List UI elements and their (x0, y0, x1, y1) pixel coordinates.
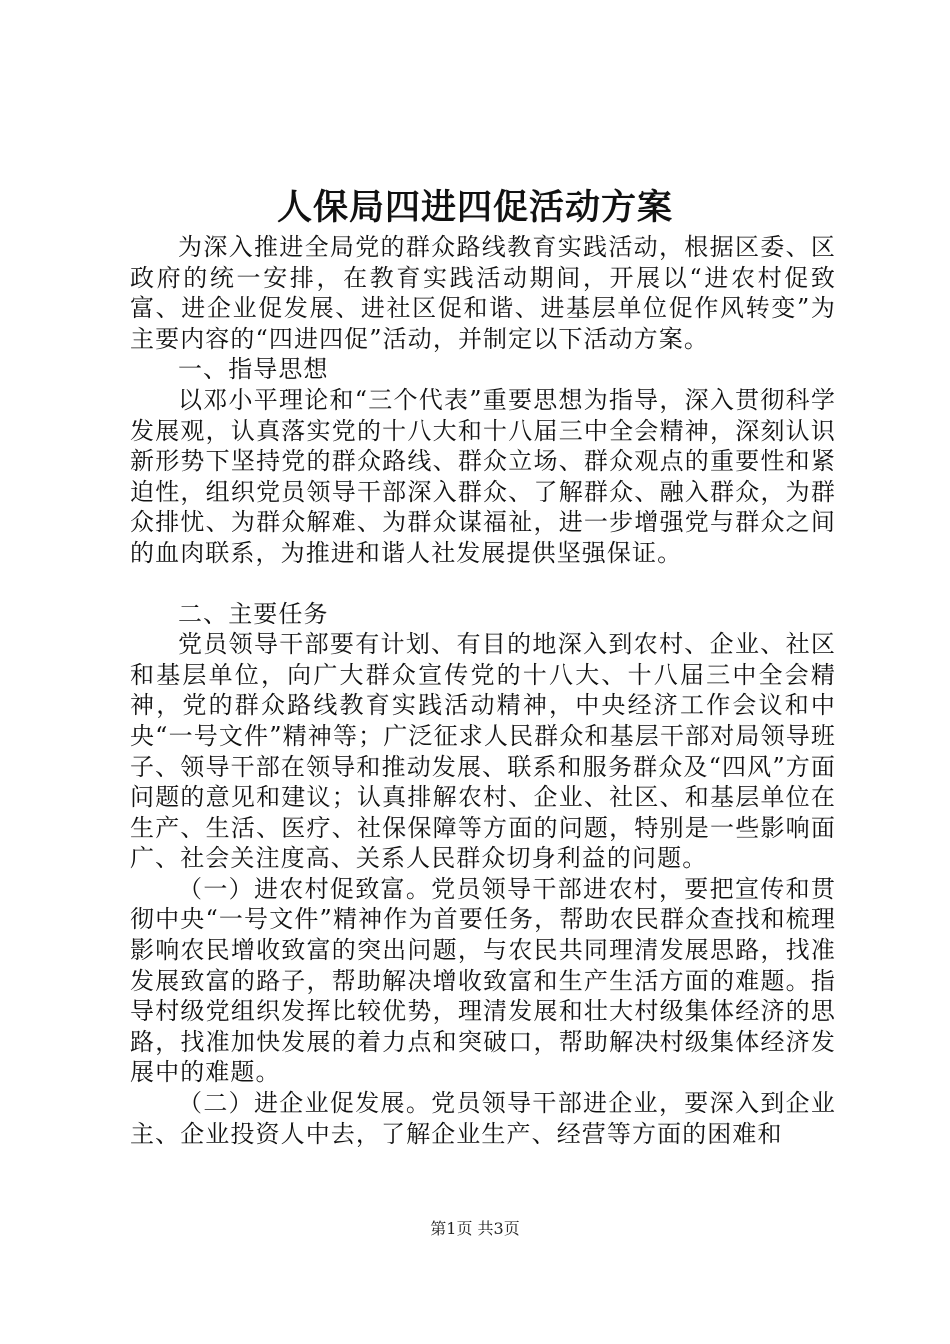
rural-task-paragraph: （一）进农村促致富。党员领导干部进农村，要把宣传和贯彻中央“一号文件”精神作为首要任务，帮助农民群众查找和梳理影响农民增收致富的突出问题，与农民共同理清发展思路，找准发展致富的路子，帮助解决增收致富和生产生活方面的难题。指导村级党组织发挥比较优势，理清发展和壮大村级集体经济的思路，找准加快发展的着力点和突破口，帮助解决村级集体经济发展中的难题。 (130, 874, 836, 1087)
guiding-thought-paragraph: 以邓小平理论和“三个代表”重要思想为指导，深入贯彻科学发展观，认真落实党的十八大和十八届三中全会精神，深刻认识新形势下坚持党的群众路线、群众立场、群众观点的重要性和紧迫性，组织党员领导干部深入群众、了解群众、融入群众，为群众排忧、为群众解难、为群众谋福祉，进一步增强党与群众之间的血肉联系，为推进和谐人社发展提供坚强保证。 (130, 385, 836, 567)
document-title: 人保局四进四促活动方案 (276, 187, 673, 228)
section-heading-guiding-thought: 一、指导思想 (178, 355, 329, 384)
enterprise-task-paragraph: （二）进企业促发展。党员领导干部进企业，要深入到企业主、企业投资人中去，了解企业生产、经营等方面的困难和 (130, 1089, 836, 1148)
intro-paragraph: 为深入推进全局党的群众路线教育实践活动，根据区委、区政府的统一安排，在教育实践活动期间，开展以“进农村促致富、进企业促发展、进社区促和谐、进基层单位促作风转变”为主要内容的“四进四促”活动，并制定以下活动方案。 (130, 233, 836, 353)
page-footer: 第1页 共3页 (430, 1219, 520, 1238)
section-heading-main-tasks: 二、主要任务 (178, 599, 329, 628)
main-tasks-paragraph: 党员领导干部要有计划、有目的地深入到农村、企业、社区和基层单位，向广大群众宣传党的十八大、十八届三中全会精神，党的群众路线教育实践活动精神，中央经济工作会议和中央“一号文件”精神等；广泛征求人民群众和基层干部对局领导班子、领导干部在领导和推动发展、联系和服务群众及“四风”方面问题的意见和建议；认真排解农村、企业、社区、和基层单位在生产、生活、医疗、社保保障等方面的问题，特别是一些影响面广、社会关注度高、关系人民群众切身利益的问题。 (130, 630, 836, 873)
document-body (130, 232, 836, 1149)
